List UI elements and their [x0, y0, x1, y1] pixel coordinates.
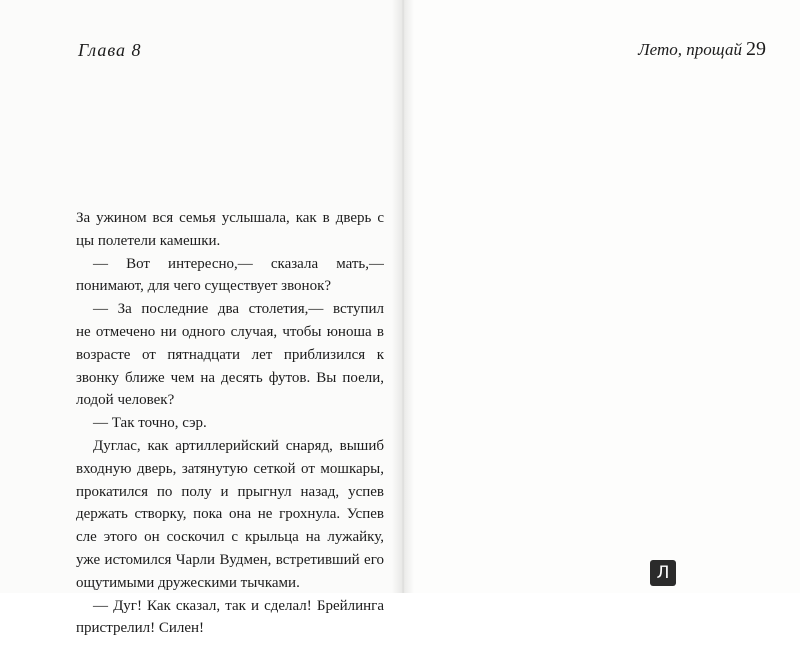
text-line: Дуглас, как артиллерийский снаряд, вышиб	[93, 437, 384, 454]
text-line: ощутимыми дружескими тычками.	[76, 574, 300, 591]
running-head	[638, 38, 766, 61]
text-line: не отмечено ни одного случая, чтобы юноша в	[76, 323, 384, 340]
page-number: 29	[746, 38, 766, 60]
chapter-heading: Глава 8	[78, 40, 142, 60]
text-line: лодой человек?	[76, 392, 175, 409]
left-text-column	[76, 207, 384, 640]
text-line: возрасте от пятнадцати лет приблизился к	[76, 346, 384, 363]
text-line: входную дверь, затянутую сеткой от мошкары,	[76, 460, 384, 477]
right-page	[402, 0, 800, 593]
text-line: держать створку, пока она не грохнула. Успев	[76, 506, 384, 523]
left-page	[0, 0, 402, 637]
text-line: — Так точно, сэр.	[93, 415, 207, 432]
text-line: звонку ближе чем на десять футов. Вы поели,	[76, 369, 384, 386]
text-line: уже истомился Чарли Вудмен, встретивший его	[76, 551, 384, 568]
text-line: — Вот интересно,— сказала мать,—	[93, 255, 384, 272]
book-gutter	[392, 0, 414, 593]
text-line: — Дуг! Как сказал, так и сделал! Брейлинга	[93, 597, 384, 614]
text-line: За ужином вся семья услышала, как в дверь с	[76, 210, 384, 226]
text-line: цы полетели камешки.	[76, 232, 221, 249]
text-line: пристрелил! Силен!	[76, 620, 205, 637]
text-line: сле этого он соскочил с крыльца на лужайку,	[76, 529, 384, 546]
text-line: прокатился по полу и прыгнул назад, успев	[76, 483, 384, 500]
running-head-title: Лето, прощай	[638, 40, 742, 59]
text-line: понимают, для чего существует звонок?	[76, 278, 332, 295]
publisher-logo: Л	[650, 560, 676, 586]
text-line: — За последние два столетия,— вступил	[93, 301, 384, 318]
